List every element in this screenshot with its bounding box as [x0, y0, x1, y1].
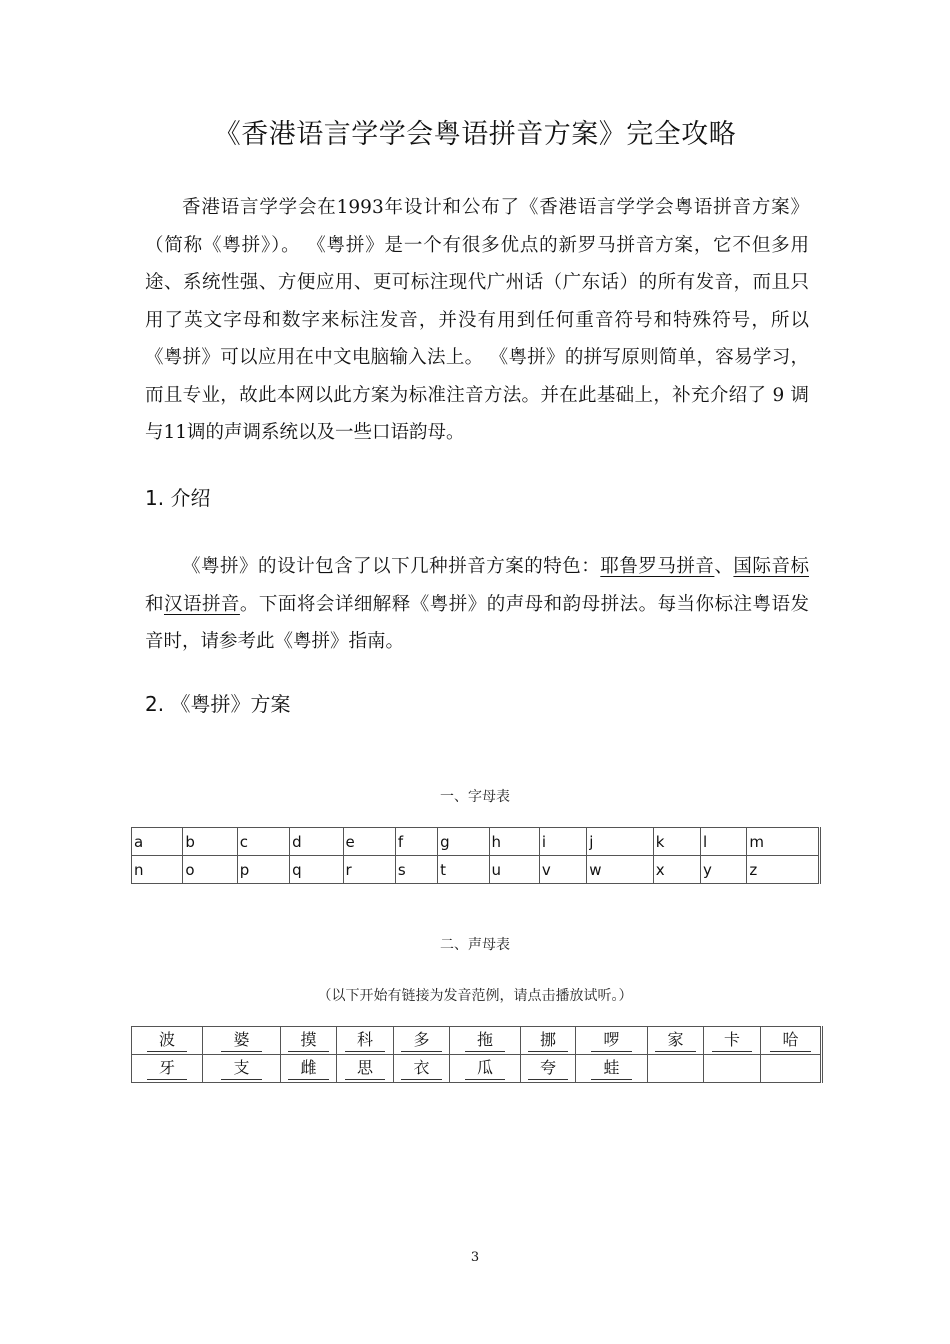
alphabet-cell: r: [343, 856, 395, 884]
alphabet-cell: f: [395, 828, 437, 856]
pronunciation-link[interactable]: 啰: [591, 1029, 631, 1052]
initials-cell: [521, 1027, 576, 1055]
pronunciation-link[interactable]: 拖: [465, 1029, 505, 1052]
initials-table-caption: 二、声母表: [440, 937, 510, 953]
pronunciation-link[interactable]: 衣: [401, 1057, 441, 1080]
initials-cell: [203, 1055, 281, 1083]
alphabet-cell: i: [539, 828, 586, 856]
pronunciation-link[interactable]: 蛙: [591, 1057, 631, 1080]
initials-cell: [704, 1055, 761, 1083]
initials-cell: [450, 1055, 521, 1083]
yale-romanization-link[interactable]: 耶鲁罗马拼音: [600, 556, 715, 577]
alphabet-cell: u: [489, 856, 539, 884]
pronunciation-link[interactable]: 雌: [288, 1057, 328, 1080]
initials-cell: [132, 1027, 203, 1055]
initials-cell: [132, 1055, 203, 1083]
initials-cell: [281, 1055, 337, 1083]
initials-cell: [281, 1027, 337, 1055]
text-after-links: 。下面将会详细解释《粤拼》的声母和韵母拼法。每当你标注粤语发音时，请参考此《粤拼》指南。: [145, 593, 809, 652]
alphabet-cell: y: [701, 856, 747, 884]
pronunciation-link[interactable]: 哈: [770, 1029, 810, 1052]
alphabet-cell: k: [653, 828, 700, 856]
initials-table: [131, 1026, 823, 1083]
alphabet-row: [132, 828, 820, 856]
alphabet-cell: c: [237, 828, 289, 856]
initials-cell: [394, 1055, 450, 1083]
alphabet-cell: t: [438, 856, 489, 884]
alphabet-cell: v: [539, 856, 586, 884]
alphabet-cell: a: [132, 828, 183, 856]
alphabet-cell: z: [747, 856, 820, 884]
alphabet-cell: o: [183, 856, 237, 884]
initials-row: [132, 1055, 822, 1083]
intro-section-paragraph: [145, 548, 809, 661]
pronunciation-link[interactable]: 科: [345, 1029, 385, 1052]
alphabet-cell: x: [653, 856, 700, 884]
alphabet-cell: d: [290, 828, 343, 856]
page-number: 3: [470, 1250, 480, 1265]
initials-row: [132, 1027, 822, 1055]
pronunciation-link[interactable]: 多: [401, 1029, 441, 1052]
initials-cell: [394, 1027, 450, 1055]
initials-cell: [576, 1055, 648, 1083]
alphabet-cell: g: [438, 828, 489, 856]
initials-cell: [203, 1027, 281, 1055]
initials-cell: [648, 1027, 704, 1055]
initials-cell: [521, 1055, 576, 1083]
document-title: 《香港语言学学会粤语拼音方案》完全攻略: [213, 119, 737, 150]
alphabet-table: [131, 827, 821, 884]
pronunciation-link[interactable]: 卡: [712, 1029, 752, 1052]
conjunction: 和: [145, 593, 164, 615]
alphabet-cell: m: [747, 828, 820, 856]
pronunciation-link[interactable]: 波: [147, 1029, 187, 1052]
alphabet-cell: h: [489, 828, 539, 856]
initials-cell: [337, 1027, 394, 1055]
alphabet-table-caption: 一、字母表: [440, 789, 510, 805]
alphabet-cell: n: [132, 856, 183, 884]
alphabet-cell: e: [343, 828, 395, 856]
hanyu-pinyin-link[interactable]: 汉语拼音: [163, 593, 240, 615]
initials-cell: [761, 1027, 822, 1055]
ipa-link[interactable]: 国际音标: [733, 556, 809, 577]
alphabet-cell: w: [587, 856, 653, 884]
intro-paragraph: 香港语言学学会在1993年设计和公布了《香港语言学学会粤语拼音方案》（简称《粤拼》）。 《粤拼》是一个有很多优点的新罗马拼音方案，它不但多用途、系统性强、方便应用、更可标注现代广州话（广东话）的所有发音，而且只用了英文字母和数字来标注发音，并没有用到任何重音符号和特殊符号，所以《粤拼》可以应用在中文电脑输入法上。 《粤拼》的拼写原则简单，容易学习，而且专业，故此本网以此方案为标准注音方法。并在此基础上，补充介绍了 9 调与11调的声调系统以及一些口语韵母。: [145, 197, 809, 443]
alphabet-cell: p: [237, 856, 289, 884]
initials-table-note: （以下开始有链接为发音范例，请点击播放试听。）: [317, 988, 633, 1004]
alphabet-cell: s: [395, 856, 437, 884]
pronunciation-link[interactable]: 思: [345, 1057, 385, 1080]
alphabet-cell: j: [587, 828, 653, 856]
alphabet-row: [132, 856, 820, 884]
alphabet-cell: q: [290, 856, 343, 884]
initials-cell: [761, 1055, 822, 1083]
pronunciation-link[interactable]: 瓜: [465, 1057, 505, 1080]
initials-cell: [450, 1027, 521, 1055]
section-heading-intro: 1. 介绍: [145, 486, 211, 510]
pronunciation-link[interactable]: 婆: [221, 1029, 261, 1052]
pronunciation-link[interactable]: 家: [655, 1029, 695, 1052]
initials-cell: [337, 1055, 394, 1083]
initials-cell: [704, 1027, 761, 1055]
pronunciation-link[interactable]: 摸: [288, 1029, 328, 1052]
pronunciation-link[interactable]: 夸: [528, 1057, 568, 1080]
pronunciation-link[interactable]: 挪: [528, 1029, 568, 1052]
initials-cell: [576, 1027, 648, 1055]
alphabet-cell: b: [183, 828, 237, 856]
pronunciation-link[interactable]: 牙: [147, 1057, 187, 1080]
initials-cell: [648, 1055, 704, 1083]
pronunciation-link[interactable]: 支: [221, 1057, 261, 1080]
section-heading-scheme: 2. 《粤拼》方案: [145, 692, 291, 716]
alphabet-cell: l: [701, 828, 747, 856]
text-before-links: 《粤拼》的设计包含了以下几种拼音方案的特色：: [182, 556, 601, 577]
separator: 、: [714, 556, 734, 577]
